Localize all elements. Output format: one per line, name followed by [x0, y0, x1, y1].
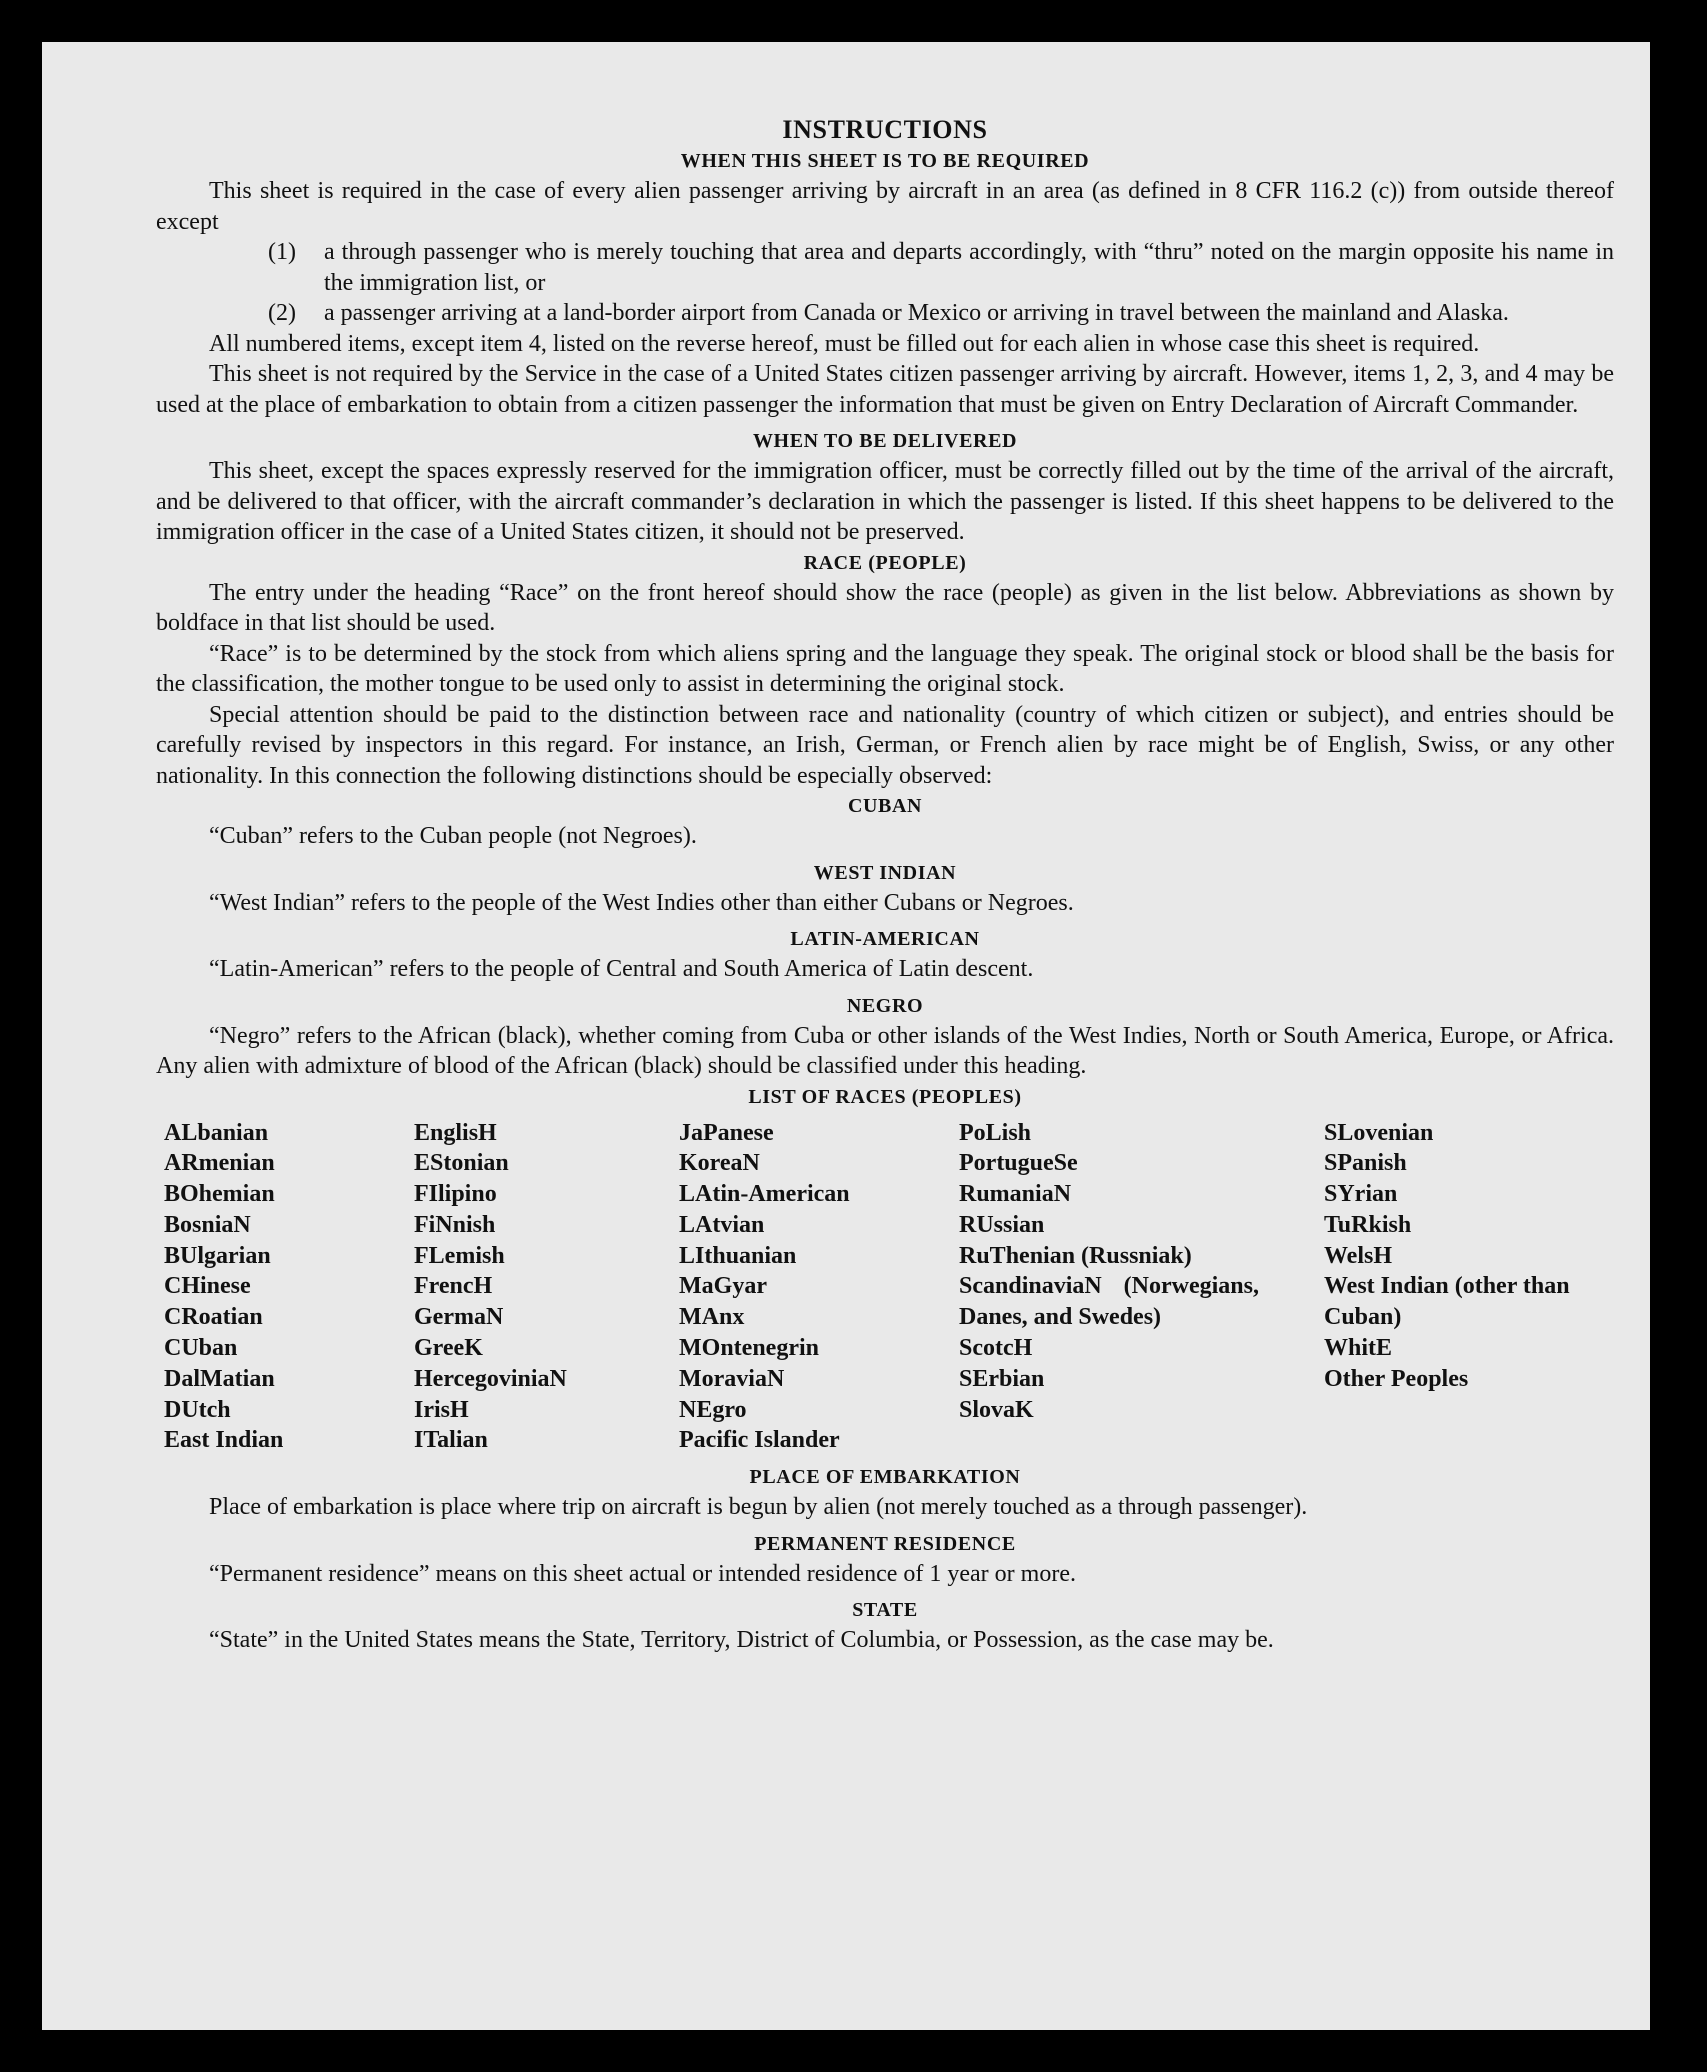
list-item: MoraviaN [679, 1365, 785, 1392]
race-column [164, 1118, 414, 1457]
list-item: (1) a through passenger who is merely touching that area and departs accordingly, with “thru” noted on the margin opposite his name in the immigration list, or [268, 239, 1614, 296]
list-item: SPanish [1324, 1150, 1407, 1177]
list-item: DUtch [164, 1396, 231, 1423]
heading-race: RACE (PEOPLE) [803, 551, 967, 574]
list-item: FrencH [414, 1273, 493, 1300]
list-item: SYrian [1324, 1181, 1398, 1208]
list-item: SErbian [959, 1365, 1045, 1392]
heading-delivered: WHEN TO BE DELIVERED [752, 430, 1018, 452]
list-item: CRoatian [164, 1304, 263, 1331]
heading-state: STATE [852, 1599, 918, 1622]
list-item: RUssian [959, 1211, 1045, 1238]
list-item: ARmenian [164, 1150, 275, 1177]
list-item: PortugueSe [959, 1150, 1078, 1177]
heading-permanent-residence: PERMANENT RESIDENCE [754, 1532, 1016, 1555]
race-column [1324, 1118, 1614, 1457]
paragraph: “Race” is to be determined by the stock from which aliens spring and the language they speak. The original stock or blood shall be the basis for the classification, the mother tongue to be used only to assist in determining the original stock. [156, 640, 1614, 697]
page-title: INSTRUCTIONS [782, 115, 988, 144]
paragraph: All numbered items, except item 4, listed on the reverse hereof, must be filled out for each alien in whose case this sheet is required. [209, 330, 1480, 357]
list-item: WelsH [1324, 1242, 1393, 1269]
list-item: East Indian [164, 1427, 284, 1454]
heading-negro: NEGRO [846, 994, 924, 1017]
list-item: ITalian [414, 1427, 488, 1454]
list-item: LAtin-American [679, 1181, 850, 1208]
list-item: JaPanese [679, 1119, 774, 1146]
list-item: KoreaN [679, 1150, 760, 1177]
paragraph: “Latin-American” refers to the people of Central and South America of Latin descent. [209, 956, 1034, 982]
heading-embarkation: PLACE OF EMBARKATION [749, 1466, 1021, 1489]
list-item: LAtvian [679, 1211, 765, 1238]
list-item: BOhemian [164, 1181, 275, 1208]
document-page [42, 42, 1650, 2030]
list-item: EStonian [414, 1150, 509, 1177]
list-item: CHinese [164, 1273, 251, 1300]
paragraph: This sheet, except the spaces expressly reserved for the immigration officer, must be correctly filled out by the time of the arrival of the aircraft, and be delivered to that officer, with the aircraft commander’s declaration in which the passenger is listed. If this sheet happens to be delivered to the immigration officer in the case of a United States citizen, it should not be preserved. [156, 458, 1614, 545]
list-item: Other Peoples [1324, 1365, 1469, 1392]
list-item: CUban [164, 1335, 238, 1362]
list-item: LIthuanian [679, 1242, 797, 1269]
list-item: FIlipino [414, 1181, 497, 1208]
list-item: FLemish [414, 1242, 505, 1269]
list-item: BUlgarian [164, 1242, 271, 1269]
heading-latin-american: LATIN-AMERICAN [790, 928, 980, 950]
race-list [156, 1118, 1614, 1457]
exception-list [156, 237, 1614, 329]
list-item: HercegoviniaN [414, 1365, 567, 1392]
paragraph: This sheet is required in the case of every alien passenger arriving by aircraft in an area (as defined in 8 CFR 116.2 (c)) from outside thereof except [156, 178, 1614, 235]
race-column [679, 1118, 959, 1457]
paragraph: “West Indian” refers to the people of the West Indies other than either Cubans or Negroes. [209, 889, 1074, 916]
paragraph: This sheet is not required by the Service in the case of a United States citizen passenger arriving by aircraft. However, items 1, 2, 3, and 4 may be used at the place of embarkation to obtain from a citizen passenger the information that must be given on Entry Declaration of Aircraft Commander. [156, 361, 1614, 418]
list-item: MOntenegrin [679, 1335, 819, 1362]
race-column [959, 1118, 1324, 1457]
list-item: EnglisH [414, 1119, 497, 1146]
list-item: RumaniaN [959, 1181, 1072, 1208]
heading-west-indian: WEST INDIAN [813, 861, 957, 884]
paragraph: “Cuban” refers to the Cuban people (not Negroes). [209, 823, 697, 849]
heading-list-of-races: LIST OF RACES (PEOPLES) [748, 1085, 1022, 1108]
heading-required: WHEN THIS SHEET IS TO BE REQUIRED [680, 150, 1090, 172]
list-item: MAnx [679, 1304, 745, 1331]
heading-cuban: CUBAN [847, 795, 923, 817]
list-item: DalMatian [164, 1365, 275, 1392]
list-item: NEgro [679, 1396, 747, 1423]
list-item: BosniaN [164, 1211, 251, 1238]
list-item: GreeK [414, 1335, 483, 1362]
paragraph: Special attention should be paid to the distinction between race and nationality (country of which citizen or subject), and entries should be carefully revised by inspectors in this regard. For instance, an Irish, German, or French alien by race might be of English, Swiss, or any other nationality. In this connection the following distinctions should be especially observed: [156, 701, 1614, 789]
list-item: Pacific Islander [679, 1427, 840, 1454]
list-item: PoLish [959, 1119, 1032, 1146]
list-item: ScotcH [959, 1335, 1033, 1362]
instructions-content [156, 114, 1614, 1656]
list-item: WhitE [1324, 1335, 1393, 1362]
paragraph: Place of embarkation is place where trip on aircraft is begun by alien (not merely touched as a through passenger). [209, 1494, 1308, 1521]
paragraph: “Negro” refers to the African (black), whether coming from Cuba or other islands of the West Indies, North or South America, Europe, or Africa. Any alien with admixture of blood of the African (black) should be classified under this heading. [156, 1022, 1614, 1079]
list-item: West Indian (other than Cuban) [1324, 1273, 1570, 1331]
list-item: SLovenian [1324, 1119, 1434, 1146]
list-item: ALbanian [164, 1119, 269, 1146]
paragraph: “State” in the United States means the State, Territory, District of Columbia, or Possession, as the case may be. [209, 1627, 1274, 1654]
list-item: GermaN [414, 1304, 504, 1331]
list-item: MaGyar [679, 1273, 767, 1300]
list-item: (2) a passenger arriving at a land-border airport from Canada or Mexico or arriving in travel between the mainland and Alaska. [268, 300, 1509, 326]
paragraph: The entry under the heading “Race” on the front hereof should show the race (people) as given in the list below. Abbreviations as shown by boldface in that list should be used. [156, 579, 1614, 636]
list-item: SlovaK [959, 1396, 1034, 1423]
paragraph: “Permanent residence” means on this sheet actual or intended residence of 1 year or more. [209, 1560, 1076, 1587]
list-item: TuRkish [1324, 1211, 1412, 1238]
list-item: FiNnish [414, 1211, 496, 1238]
list-item: IrisH [414, 1396, 469, 1423]
race-column [414, 1118, 679, 1457]
list-item: RuThenian (Russniak) [959, 1242, 1192, 1269]
list-item: ScandinaviaN (Norwegians, Danes, and Swedes) [959, 1273, 1259, 1331]
